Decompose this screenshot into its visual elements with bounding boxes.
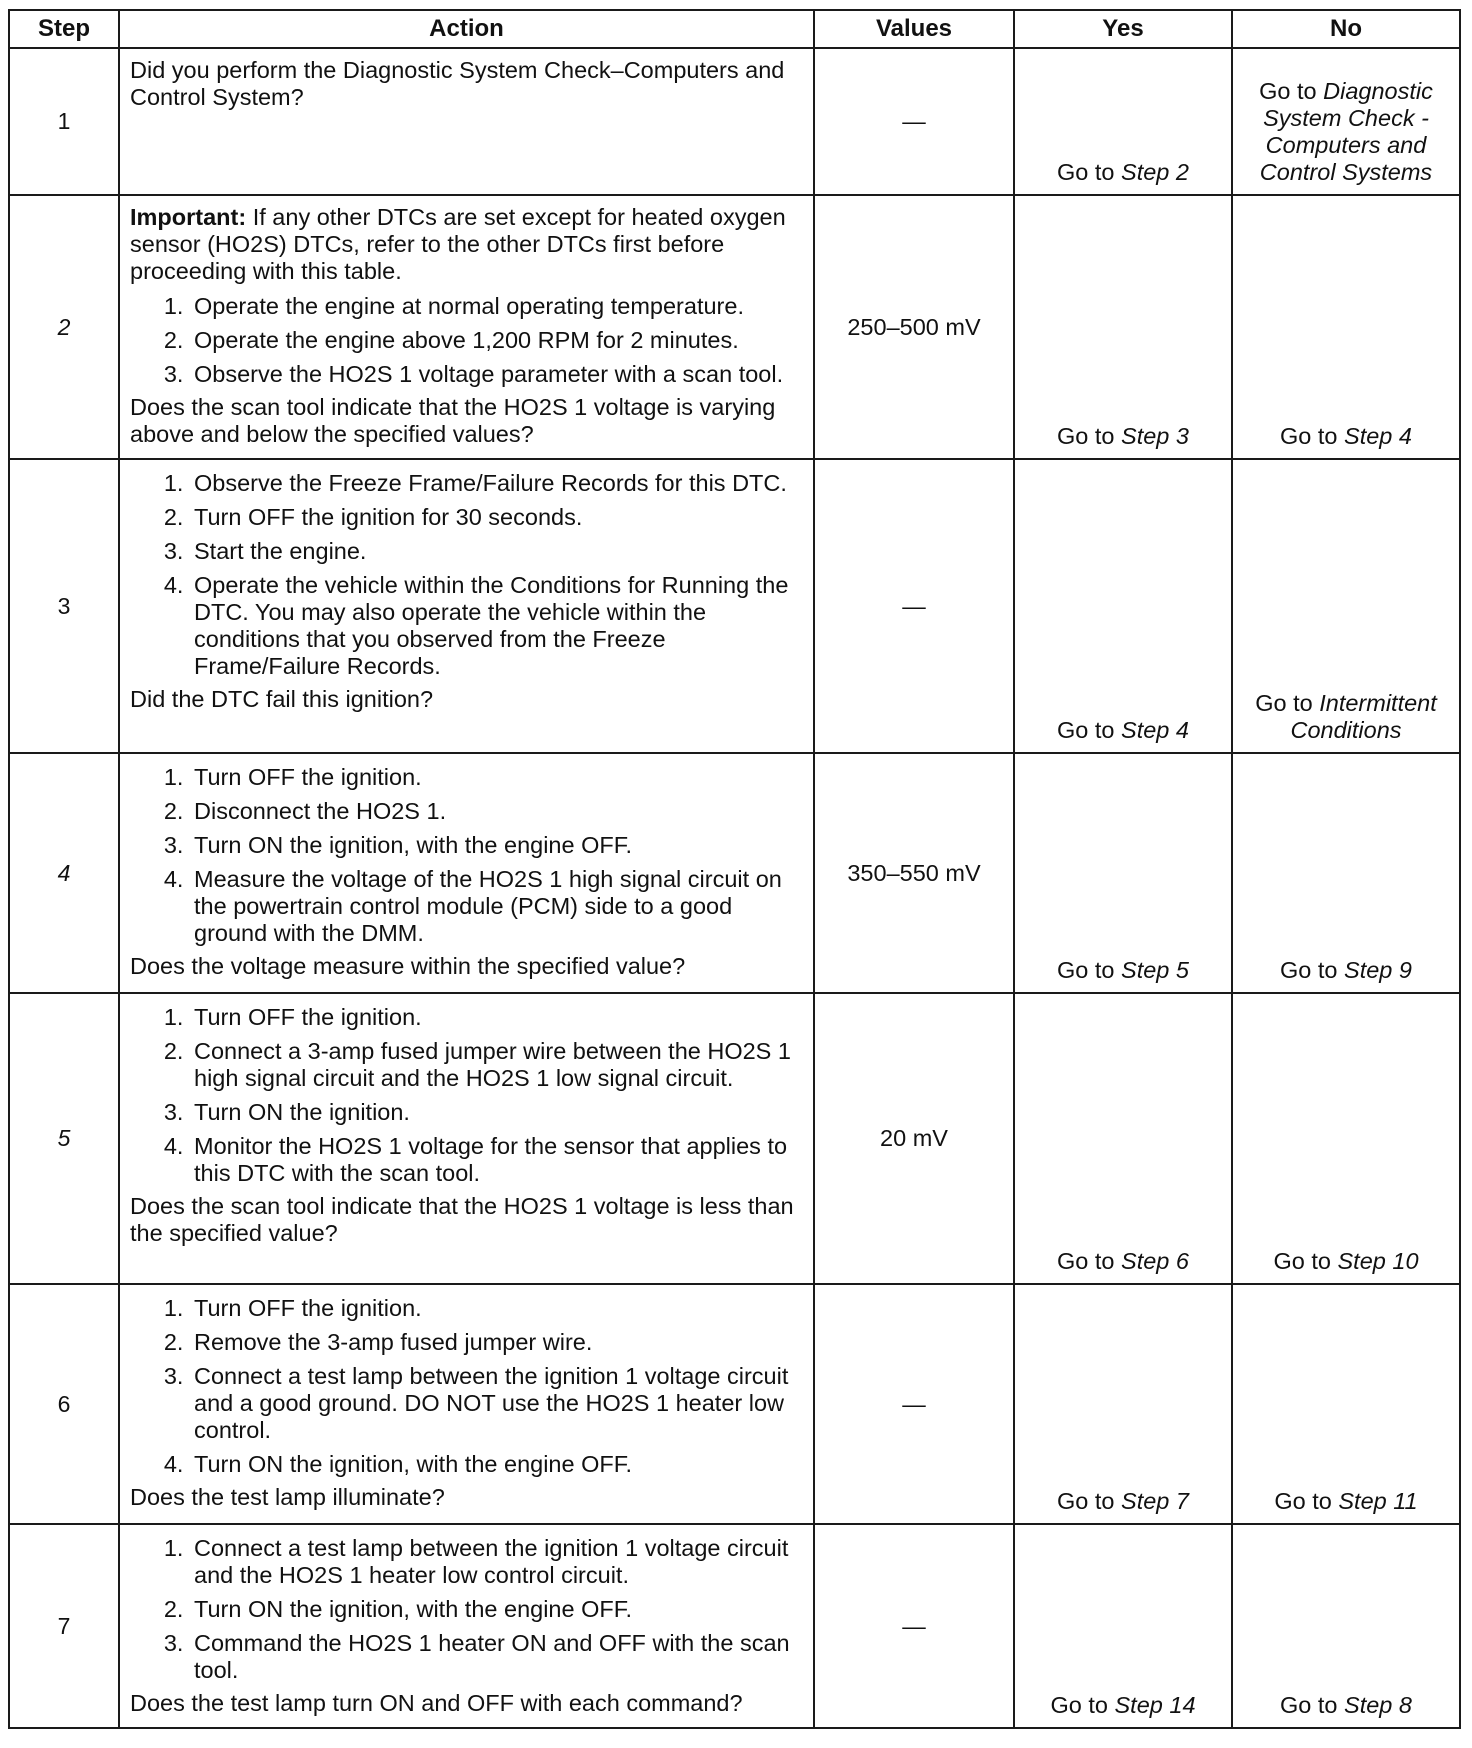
action-steps: [130, 1535, 803, 1684]
action-cell: [119, 993, 814, 1284]
list-item: 2. Turn ON the ignition, with the engine OFF.: [190, 1596, 803, 1623]
list-item: 1. Operate the engine at normal operating temperature.: [190, 293, 803, 320]
value-cell: 20 mV: [814, 993, 1014, 1284]
action-cell: [119, 48, 814, 195]
header-action: Action: [119, 10, 814, 48]
no-cell[interactable]: [1232, 993, 1460, 1284]
table-row: [9, 993, 1460, 1284]
step-number: 5: [9, 993, 119, 1284]
list-item: 1. Turn OFF the ignition.: [190, 1004, 803, 1031]
header-step: Step: [9, 10, 119, 48]
no-link[interactable]: Intermittent Conditions: [1290, 690, 1437, 743]
list-item: 4. Turn ON the ignition, with the engine OFF.: [190, 1451, 803, 1478]
action-steps: [130, 764, 803, 947]
action-cell: [119, 753, 814, 993]
no-link[interactable]: Step 4: [1344, 423, 1412, 449]
list-item: 2. Turn OFF the ignition for 30 seconds.: [190, 504, 803, 531]
goto-prefix: Go to: [1273, 1248, 1338, 1274]
yes-link[interactable]: Step 14: [1114, 1692, 1196, 1718]
list-item: 3. Turn ON the ignition, with the engine OFF.: [190, 832, 803, 859]
list-item: 3. Connect a test lamp between the ignition 1 voltage circuit and a good ground. DO NOT use the HO2S 1 heater low control.: [190, 1363, 803, 1444]
list-item: 3. Command the HO2S 1 heater ON and OFF with the scan tool.: [190, 1630, 803, 1684]
yes-link[interactable]: Step 5: [1121, 957, 1189, 983]
goto-prefix: Go to: [1057, 717, 1122, 743]
list-item: 2. Connect a 3-amp fused jumper wire between the HO2S 1 high signal circuit and the HO2S 1 low signal circuit.: [190, 1038, 803, 1092]
header-row: [9, 10, 1460, 48]
table-row: [9, 1284, 1460, 1524]
yes-link[interactable]: Step 2: [1121, 159, 1189, 185]
action-steps: [130, 1295, 803, 1478]
yes-link[interactable]: Step 3: [1121, 423, 1189, 449]
value-cell: —: [814, 1284, 1014, 1524]
goto-prefix: Go to: [1280, 1692, 1345, 1718]
value-cell: 350–550 mV: [814, 753, 1014, 993]
goto-prefix: Go to: [1057, 423, 1122, 449]
header-no: No: [1232, 10, 1460, 48]
no-link[interactable]: Step 9: [1344, 957, 1412, 983]
action-question: Does the scan tool indicate that the HO2S 1 voltage is less than the specified value?: [130, 1193, 794, 1246]
list-item: 1. Observe the Freeze Frame/Failure Records for this DTC.: [190, 470, 803, 497]
action-intro: Did you perform the Diagnostic System Check–Computers and Control System?: [130, 57, 785, 110]
goto-prefix: Go to: [1057, 957, 1122, 983]
step-number: 6: [9, 1284, 119, 1524]
action-cell: [119, 459, 814, 753]
action-steps: [130, 1004, 803, 1187]
list-item: 1. Connect a test lamp between the ignition 1 voltage circuit and the HO2S 1 heater low control circuit.: [190, 1535, 803, 1589]
list-item: 2. Disconnect the HO2S 1.: [190, 798, 803, 825]
important-label: Important:: [130, 204, 247, 230]
action-cell: [119, 1524, 814, 1728]
header-values: Values: [814, 10, 1014, 48]
list-item: 4. Measure the voltage of the HO2S 1 high signal circuit on the powertrain control module (PCM) side to a good ground with the DMM.: [190, 866, 803, 947]
goto-prefix: Go to: [1280, 957, 1345, 983]
action-question: Does the test lamp turn ON and OFF with each command?: [130, 1690, 743, 1716]
no-cell[interactable]: [1232, 195, 1460, 459]
value-cell: 250–500 mV: [814, 195, 1014, 459]
action-cell: [119, 1284, 814, 1524]
yes-link[interactable]: Step 7: [1121, 1488, 1189, 1514]
yes-cell[interactable]: [1014, 753, 1232, 993]
step-number: 2: [9, 195, 119, 459]
yes-link[interactable]: Step 6: [1121, 1248, 1189, 1274]
step-number: 4: [9, 753, 119, 993]
goto-prefix: Go to: [1274, 1488, 1339, 1514]
important-text: If any other DTCs are set except for heated oxygen sensor (HO2S) DTCs, refer to the other DTCs first before proceeding with this table.: [130, 204, 786, 284]
list-item: 3. Turn ON the ignition.: [190, 1099, 803, 1126]
no-cell[interactable]: [1232, 459, 1460, 753]
goto-prefix: Go to: [1057, 159, 1122, 185]
goto-prefix: Go to: [1057, 1248, 1122, 1274]
table-row: [9, 753, 1460, 993]
list-item: 3. Observe the HO2S 1 voltage parameter with a scan tool.: [190, 361, 803, 388]
table-row: [9, 195, 1460, 459]
no-link[interactable]: Step 8: [1344, 1692, 1412, 1718]
no-link[interactable]: Diagnostic System Check - Computers and Control Systems: [1259, 78, 1433, 185]
yes-cell[interactable]: [1014, 459, 1232, 753]
diagnostic-table: [8, 9, 1461, 1729]
action-question: Does the test lamp illuminate?: [130, 1484, 445, 1510]
goto-prefix: Go to: [1259, 78, 1324, 104]
header-yes: Yes: [1014, 10, 1232, 48]
value-cell: —: [814, 48, 1014, 195]
action-question: Does the voltage measure within the specified value?: [130, 953, 686, 979]
goto-prefix: Go to: [1280, 423, 1345, 449]
table-row: [9, 1524, 1460, 1728]
no-cell[interactable]: [1232, 1524, 1460, 1728]
list-item: 1. Turn OFF the ignition.: [190, 764, 803, 791]
no-link[interactable]: Step 10: [1337, 1248, 1419, 1274]
action-question: Does the scan tool indicate that the HO2S 1 voltage is varying above and below the specified values?: [130, 394, 776, 447]
value-cell: —: [814, 459, 1014, 753]
list-item: 1. Turn OFF the ignition.: [190, 1295, 803, 1322]
action-steps: [130, 293, 803, 388]
table-row: [9, 48, 1460, 195]
list-item: 2. Operate the engine above 1,200 RPM for 2 minutes.: [190, 327, 803, 354]
action-cell: [119, 195, 814, 459]
list-item: 4. Monitor the HO2S 1 voltage for the sensor that applies to this DTC with the scan tool.: [190, 1133, 803, 1187]
goto-prefix: Go to: [1255, 690, 1320, 716]
yes-cell[interactable]: [1014, 1284, 1232, 1524]
no-link[interactable]: Step 11: [1338, 1488, 1418, 1514]
goto-prefix: Go to: [1050, 1692, 1115, 1718]
value-cell: —: [814, 1524, 1014, 1728]
action-steps: [130, 470, 803, 680]
yes-cell[interactable]: [1014, 1524, 1232, 1728]
no-cell[interactable]: [1232, 1284, 1460, 1524]
list-item: 3. Start the engine.: [190, 538, 803, 565]
yes-cell[interactable]: [1014, 48, 1232, 195]
step-number: 3: [9, 459, 119, 753]
yes-cell[interactable]: [1014, 993, 1232, 1284]
action-question: Did the DTC fail this ignition?: [130, 686, 434, 712]
yes-cell[interactable]: [1014, 195, 1232, 459]
no-cell[interactable]: [1232, 48, 1460, 195]
important-note: [130, 204, 803, 285]
yes-link[interactable]: Step 4: [1121, 717, 1189, 743]
no-cell[interactable]: [1232, 753, 1460, 993]
step-number: 1: [9, 48, 119, 195]
list-item: 2. Remove the 3-amp fused jumper wire.: [190, 1329, 803, 1356]
step-number: 7: [9, 1524, 119, 1728]
list-item: 4. Operate the vehicle within the Conditions for Running the DTC. You may also operate the vehicle within the conditions that you observed from the Freeze Frame/Failure Records.: [190, 572, 803, 680]
table-row: [9, 459, 1460, 753]
goto-prefix: Go to: [1057, 1488, 1122, 1514]
